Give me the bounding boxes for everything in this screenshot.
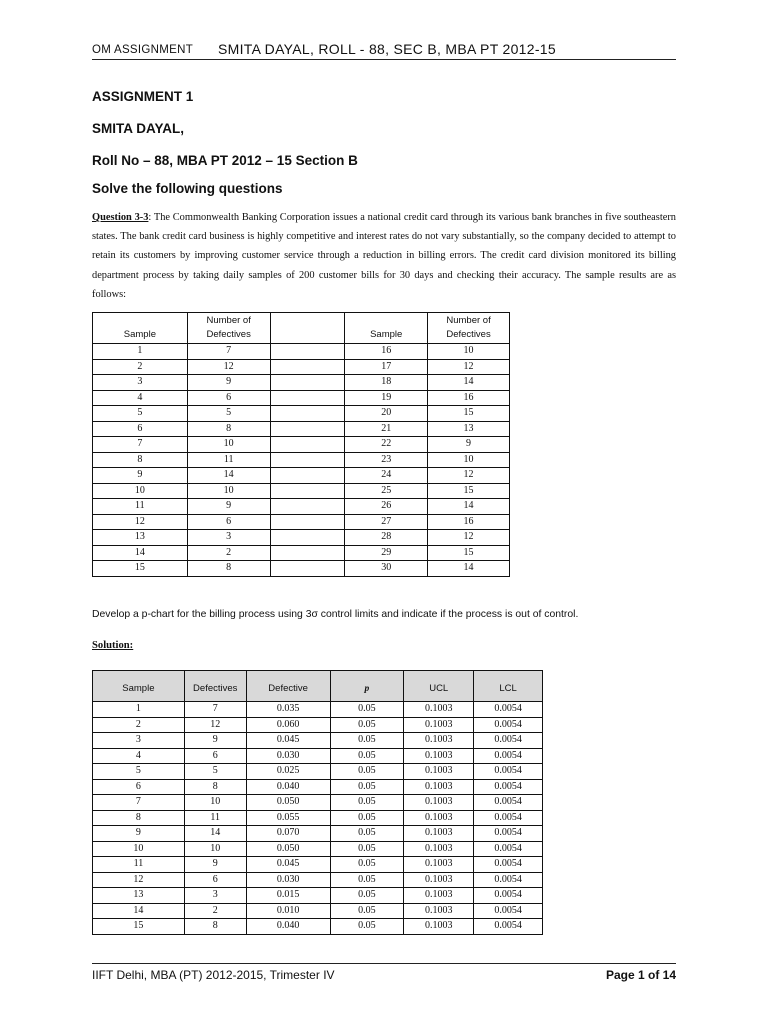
table-row (93, 826, 543, 842)
ucl-cell: 0.1003 (404, 779, 474, 795)
defectives-cell: 7 (187, 344, 270, 360)
lcl-cell: 0.0054 (474, 702, 543, 718)
defective-cell: 0.015 (246, 888, 330, 904)
defectives-cell: 9 (187, 375, 270, 391)
sample-cell: 26 (345, 499, 428, 515)
sample-cell: 20 (345, 406, 428, 422)
ucl-cell: 0.1003 (404, 795, 474, 811)
sample-cell: 24 (345, 468, 428, 484)
defectives-cell: 14 (187, 468, 270, 484)
defectives-cell: 12 (428, 468, 510, 484)
defectives-cell: 15 (428, 406, 510, 422)
defectives-cell: 16 (428, 514, 510, 530)
spacer-cell (270, 452, 345, 468)
header-sample: Sample (93, 313, 188, 344)
p-cell: 0.05 (330, 888, 404, 904)
sample-cell: 12 (93, 514, 188, 530)
spacer-cell (270, 530, 345, 546)
sample-cell: 13 (93, 530, 188, 546)
defectives-cell: 15 (428, 483, 510, 499)
table-row (93, 359, 510, 375)
lcl-cell: 0.0054 (474, 764, 543, 780)
table-row (93, 545, 510, 561)
p-cell: 0.05 (330, 826, 404, 842)
ucl-cell: 0.1003 (404, 810, 474, 826)
footer-institute: IIFT Delhi, MBA (PT) 2012-2015, Trimester IV (92, 968, 335, 982)
ucl-cell: 0.1003 (404, 702, 474, 718)
sample-cell: 8 (93, 452, 188, 468)
sample-cell: 23 (345, 452, 428, 468)
ucl-cell: 0.1003 (404, 888, 474, 904)
defectives-cell: 10 (428, 344, 510, 360)
defectives-cell: 14 (428, 561, 510, 577)
header-defective: Defective (246, 671, 330, 702)
p-cell: 0.05 (330, 919, 404, 935)
sample-cell: 8 (93, 810, 185, 826)
defectives-cell: 14 (184, 826, 246, 842)
spacer-cell (270, 421, 345, 437)
defectives-cell: 11 (184, 810, 246, 826)
defectives-cell: 10 (184, 841, 246, 857)
lcl-cell: 0.0054 (474, 795, 543, 811)
defectives-cell: 9 (184, 857, 246, 873)
spacer-cell (270, 359, 345, 375)
ucl-cell: 0.1003 (404, 717, 474, 733)
defectives-cell: 9 (428, 437, 510, 453)
defectives-cell: 14 (428, 375, 510, 391)
table-row (93, 779, 543, 795)
lcl-cell: 0.0054 (474, 748, 543, 764)
defective-cell: 0.045 (246, 857, 330, 873)
header-student: SMITA DAYAL, ROLL - 88, SEC B, MBA PT 2012-15 (218, 41, 556, 57)
sample-cell: 2 (93, 359, 188, 375)
sample-cell: 18 (345, 375, 428, 391)
sample-cell: 30 (345, 561, 428, 577)
sample-cell: 11 (93, 499, 188, 515)
table-row (93, 530, 510, 546)
defectives-cell: 9 (184, 733, 246, 749)
table-row (93, 483, 510, 499)
sample-cell: 11 (93, 857, 185, 873)
spacer-cell (270, 437, 345, 453)
p-cell: 0.05 (330, 717, 404, 733)
table-row (93, 857, 543, 873)
sample-cell: 6 (93, 779, 185, 795)
sample-cell: 10 (93, 841, 185, 857)
table-row (93, 717, 543, 733)
sample-cell: 29 (345, 545, 428, 561)
sample-cell: 4 (93, 390, 188, 406)
defectives-cell: 9 (187, 499, 270, 515)
defectives-cell: 8 (184, 779, 246, 795)
solution-table (92, 670, 543, 935)
ucl-cell: 0.1003 (404, 872, 474, 888)
sample-cell: 16 (345, 344, 428, 360)
p-cell: 0.05 (330, 857, 404, 873)
defectives-cell: 12 (428, 359, 510, 375)
question-text: : The Commonwealth Banking Corporation issues a national credit card through its various bank branches in five southeastern states. The bank credit card business is highly competitive and interest rates do not vary substantially, so the company decided to attempt to retain its customers by improving customer service through a reduction in billing errors. The credit card division monitored its billing department process by taking daily samples of 200 customer bills for 30 days and checking their accuracy. The sample results are as follows: (92, 212, 676, 300)
defectives-cell: 12 (187, 359, 270, 375)
sample-cell: 7 (93, 795, 185, 811)
lcl-cell: 0.0054 (474, 903, 543, 919)
sample-cell: 14 (93, 903, 185, 919)
table-row (93, 919, 543, 935)
roll-info: Roll No – 88, MBA PT 2012 – 15 Section B (92, 153, 358, 168)
p-cell: 0.05 (330, 903, 404, 919)
spacer-cell (270, 545, 345, 561)
sample-cell: 15 (93, 919, 185, 935)
lcl-cell: 0.0054 (474, 872, 543, 888)
defectives-cell: 8 (187, 561, 270, 577)
sample-cell: 25 (345, 483, 428, 499)
defectives-cell: 2 (184, 903, 246, 919)
header-defectives: Defectives (184, 671, 246, 702)
sample-cell: 12 (93, 872, 185, 888)
sample-cell: 27 (345, 514, 428, 530)
table-row (93, 406, 510, 422)
task-instruction: Develop a p-chart for the billing process using 3σ control limits and indicate if the process is out of control. (92, 609, 579, 620)
lcl-cell: 0.0054 (474, 919, 543, 935)
table-row (93, 903, 543, 919)
header-sample: Sample (93, 671, 185, 702)
table-row (93, 421, 510, 437)
header-defectives: Number of Defectives (428, 313, 510, 344)
sample-cell: 1 (93, 702, 185, 718)
table-row (93, 561, 510, 577)
table-row (93, 375, 510, 391)
sample-data-table (92, 312, 510, 577)
defective-cell: 0.050 (246, 795, 330, 811)
sample-cell: 21 (345, 421, 428, 437)
sample-cell: 4 (93, 748, 185, 764)
sample-cell: 5 (93, 764, 185, 780)
ucl-cell: 0.1003 (404, 857, 474, 873)
table-row (93, 841, 543, 857)
defectives-cell: 12 (184, 717, 246, 733)
sample-cell: 6 (93, 421, 188, 437)
table-row (93, 499, 510, 515)
p-cell: 0.05 (330, 733, 404, 749)
spacer-cell (270, 561, 345, 577)
header-p: p (330, 671, 404, 702)
table-row (93, 514, 510, 530)
lcl-cell: 0.0054 (474, 733, 543, 749)
table-row (93, 888, 543, 904)
defectives-cell: 11 (187, 452, 270, 468)
defective-cell: 0.055 (246, 810, 330, 826)
defectives-cell: 8 (187, 421, 270, 437)
sample-cell: 22 (345, 437, 428, 453)
defectives-cell: 10 (184, 795, 246, 811)
spacer-cell (270, 313, 345, 344)
spacer-cell (270, 499, 345, 515)
header-defectives: Number of Defectives (187, 313, 270, 344)
defective-cell: 0.030 (246, 872, 330, 888)
table-header-row (93, 671, 543, 702)
header-course: OM ASSIGNMENT (92, 44, 194, 56)
defective-cell: 0.025 (246, 764, 330, 780)
defectives-cell: 14 (428, 499, 510, 515)
lcl-cell: 0.0054 (474, 857, 543, 873)
table-row (93, 437, 510, 453)
table-row (93, 872, 543, 888)
sample-cell: 3 (93, 733, 185, 749)
defectives-cell: 16 (428, 390, 510, 406)
spacer-cell (270, 406, 345, 422)
ucl-cell: 0.1003 (404, 919, 474, 935)
spacer-cell (270, 468, 345, 484)
defective-cell: 0.050 (246, 841, 330, 857)
defectives-cell: 12 (428, 530, 510, 546)
sample-cell: 5 (93, 406, 188, 422)
sample-cell: 3 (93, 375, 188, 391)
ucl-cell: 0.1003 (404, 841, 474, 857)
spacer-cell (270, 390, 345, 406)
sample-cell: 28 (345, 530, 428, 546)
p-cell: 0.05 (330, 748, 404, 764)
defective-cell: 0.010 (246, 903, 330, 919)
defectives-cell: 13 (428, 421, 510, 437)
table-row (93, 795, 543, 811)
header-ucl: UCL (404, 671, 474, 702)
table-row (93, 764, 543, 780)
sample-cell: 9 (93, 826, 185, 842)
sample-cell: 7 (93, 437, 188, 453)
spacer-cell (270, 483, 345, 499)
p-cell: 0.05 (330, 779, 404, 795)
spacer-cell (270, 514, 345, 530)
sample-cell: 10 (93, 483, 188, 499)
ucl-cell: 0.1003 (404, 764, 474, 780)
solution-label: Solution: (92, 640, 134, 651)
defectives-cell: 15 (428, 545, 510, 561)
sample-cell: 15 (93, 561, 188, 577)
defectives-cell: 10 (187, 437, 270, 453)
p-cell: 0.05 (330, 764, 404, 780)
defective-cell: 0.040 (246, 779, 330, 795)
p-cell: 0.05 (330, 841, 404, 857)
spacer-cell (270, 344, 345, 360)
question-paragraph (92, 208, 676, 304)
sample-cell: 19 (345, 390, 428, 406)
table-header-row (93, 313, 510, 344)
table-row (93, 733, 543, 749)
table-row (93, 702, 543, 718)
lcl-cell: 0.0054 (474, 888, 543, 904)
table-row (93, 468, 510, 484)
lcl-cell: 0.0054 (474, 810, 543, 826)
defectives-cell: 10 (428, 452, 510, 468)
defective-cell: 0.035 (246, 702, 330, 718)
defectives-cell: 2 (187, 545, 270, 561)
lcl-cell: 0.0054 (474, 826, 543, 842)
defectives-cell: 6 (184, 748, 246, 764)
ucl-cell: 0.1003 (404, 826, 474, 842)
defectives-cell: 5 (184, 764, 246, 780)
defectives-cell: 6 (187, 514, 270, 530)
defective-cell: 0.060 (246, 717, 330, 733)
defective-cell: 0.040 (246, 919, 330, 935)
spacer-cell (270, 375, 345, 391)
defectives-cell: 3 (187, 530, 270, 546)
page-number: Page 1 of 14 (605, 968, 676, 982)
table-row (93, 810, 543, 826)
sample-cell: 1 (93, 344, 188, 360)
assignment-title: ASSIGNMENT 1 (92, 89, 194, 104)
sample-cell: 13 (93, 888, 185, 904)
defectives-cell: 8 (184, 919, 246, 935)
defectives-cell: 6 (187, 390, 270, 406)
section-heading: Solve the following questions (92, 181, 283, 196)
defectives-cell: 7 (184, 702, 246, 718)
defectives-cell: 10 (187, 483, 270, 499)
defective-cell: 0.030 (246, 748, 330, 764)
ucl-cell: 0.1003 (404, 733, 474, 749)
sample-cell: 9 (93, 468, 188, 484)
table-row (93, 748, 543, 764)
p-cell: 0.05 (330, 872, 404, 888)
defectives-cell: 5 (187, 406, 270, 422)
defective-cell: 0.070 (246, 826, 330, 842)
question-label: Question 3-3 (92, 212, 149, 223)
p-cell: 0.05 (330, 795, 404, 811)
lcl-cell: 0.0054 (474, 717, 543, 733)
header-sample: Sample (345, 313, 428, 344)
sample-cell: 14 (93, 545, 188, 561)
page-header (92, 42, 676, 60)
lcl-cell: 0.0054 (474, 779, 543, 795)
p-cell: 0.05 (330, 702, 404, 718)
p-cell: 0.05 (330, 810, 404, 826)
student-name: SMITA DAYAL, (92, 121, 185, 136)
table-row (93, 390, 510, 406)
table-row (93, 344, 510, 360)
page-footer (92, 963, 676, 982)
defectives-cell: 3 (184, 888, 246, 904)
sample-cell: 17 (345, 359, 428, 375)
lcl-cell: 0.0054 (474, 841, 543, 857)
table-row (93, 452, 510, 468)
header-lcl: LCL (474, 671, 543, 702)
ucl-cell: 0.1003 (404, 748, 474, 764)
sample-cell: 2 (93, 717, 185, 733)
defectives-cell: 6 (184, 872, 246, 888)
ucl-cell: 0.1003 (404, 903, 474, 919)
defective-cell: 0.045 (246, 733, 330, 749)
